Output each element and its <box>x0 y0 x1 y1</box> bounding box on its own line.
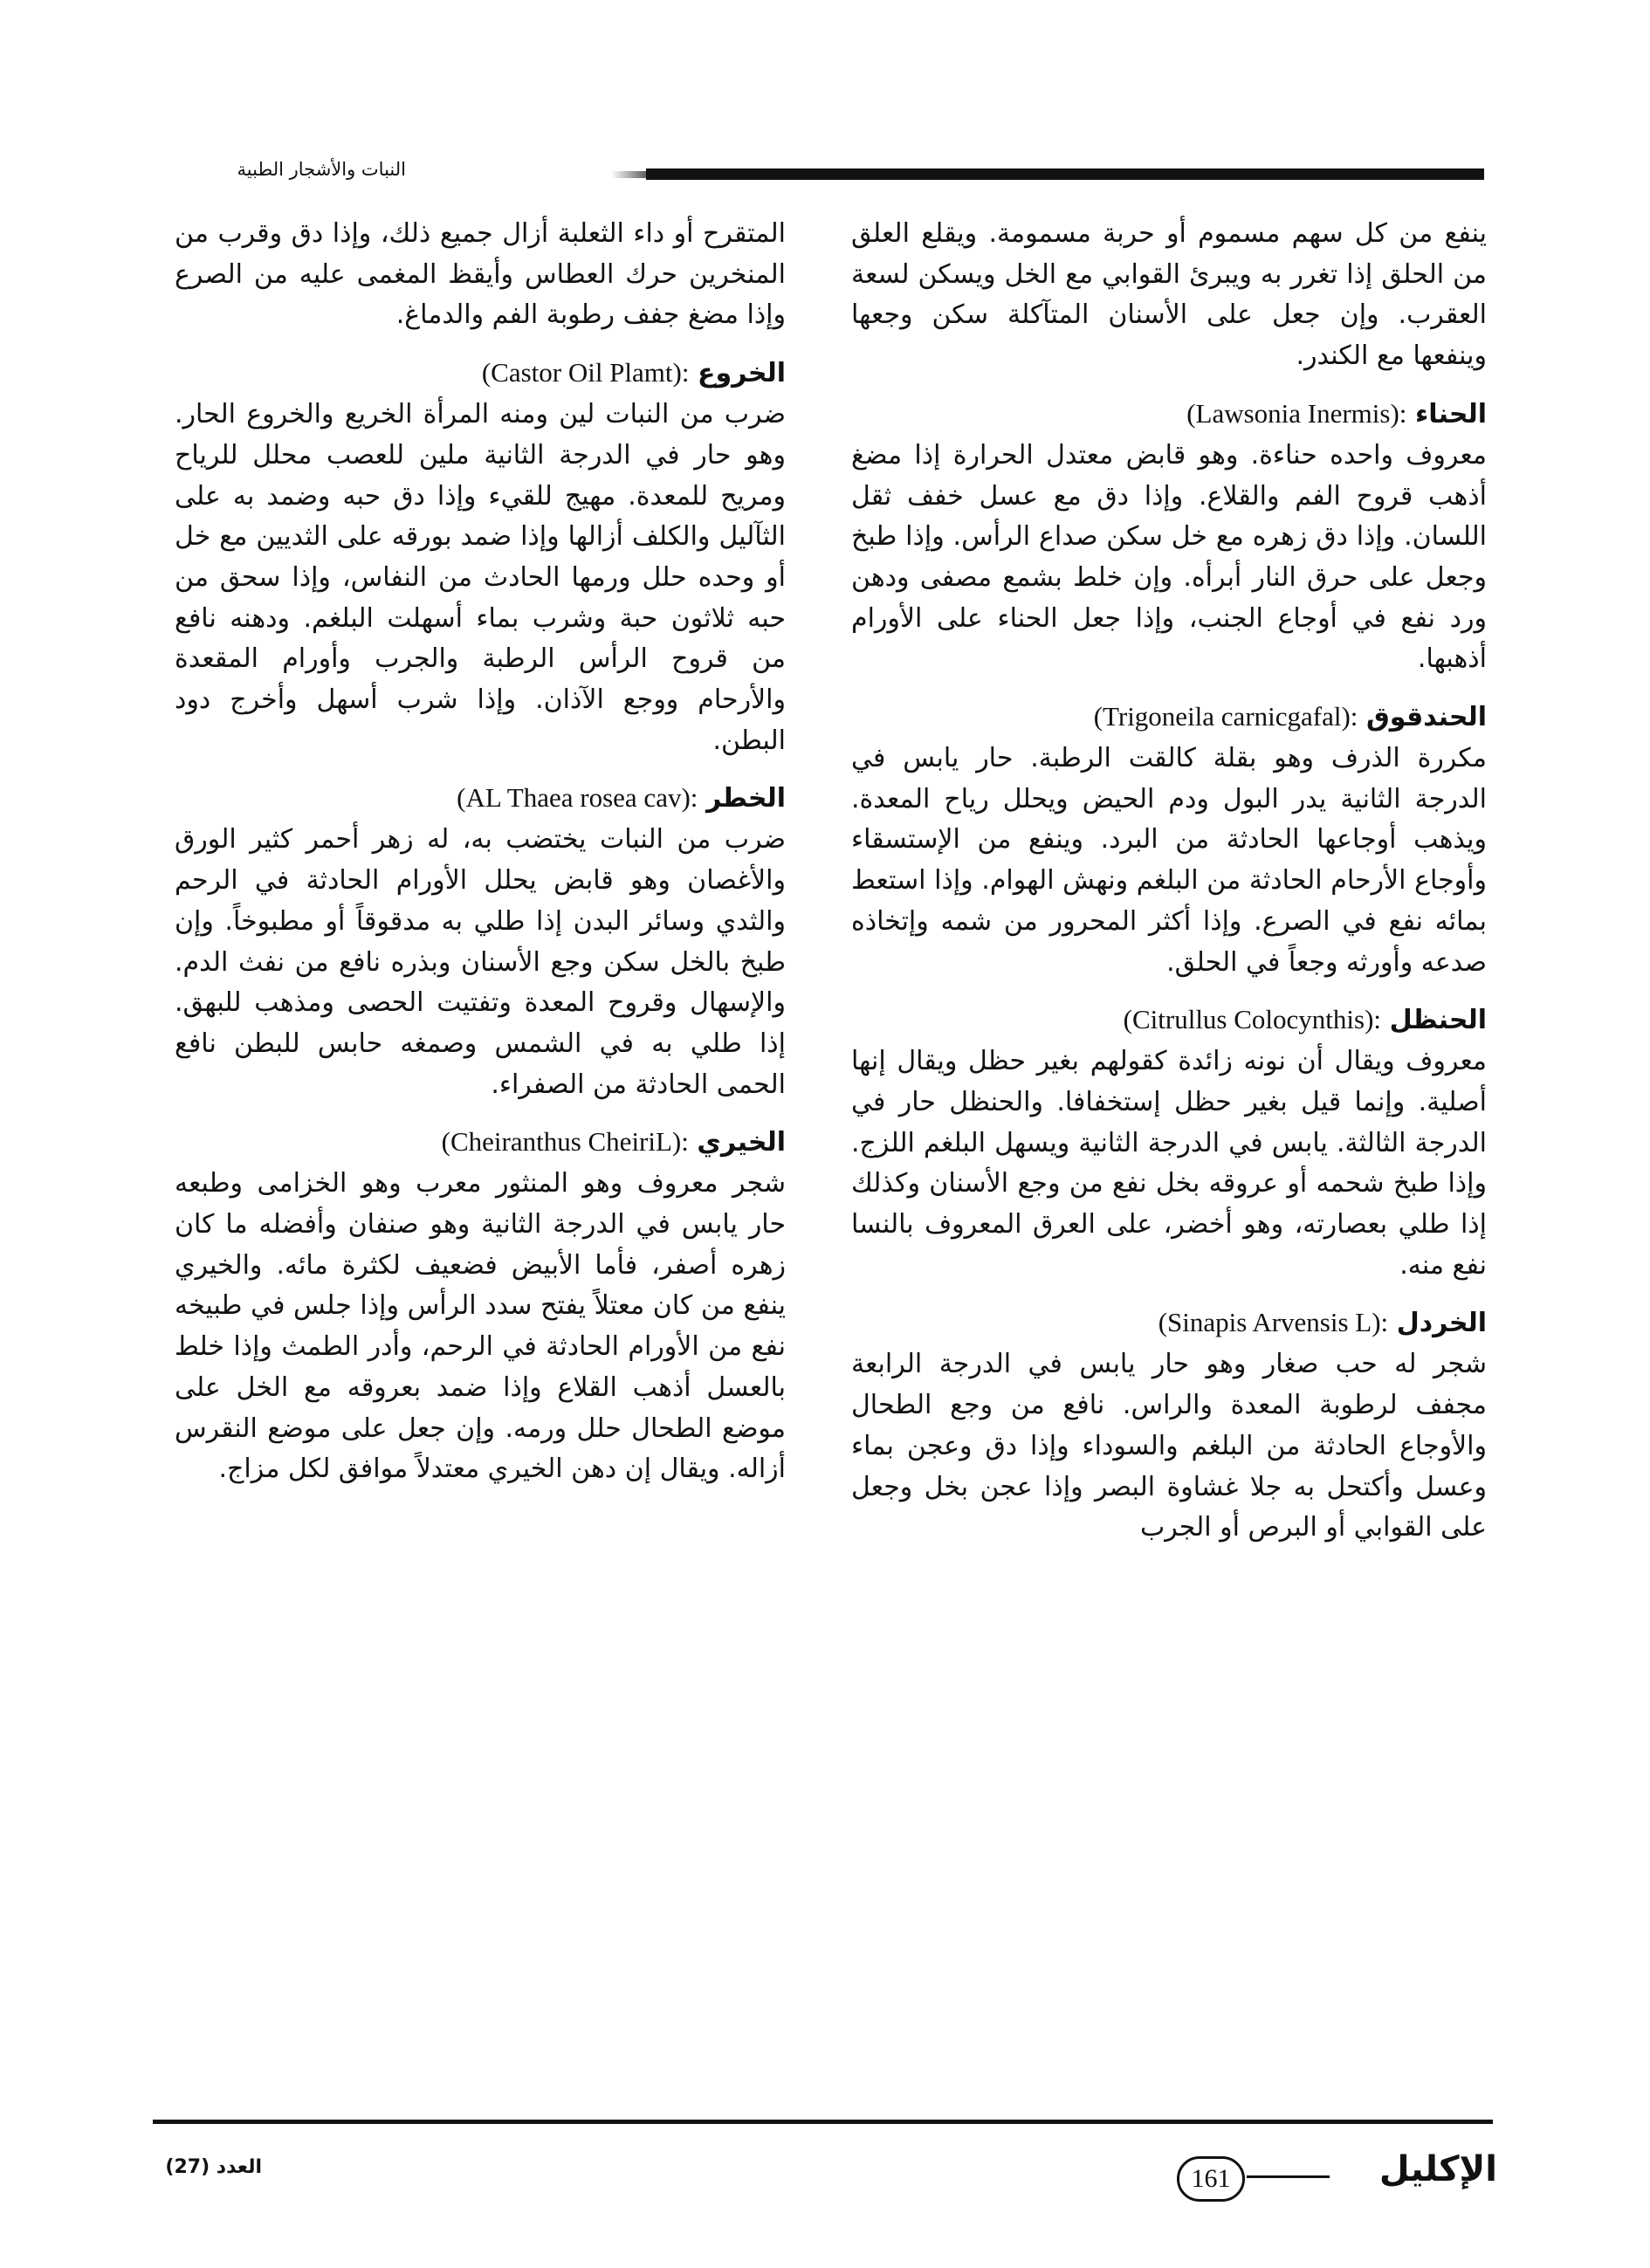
entry-heading <box>175 354 786 393</box>
paragraph: معروف واحده حناءة. وهو قابض معتدل الحرارة إذا مضغ أذهب قروح الفم والقلاع. وإذا دق مع عسل خفف ثقل اللسان. وإذا دق زهره مع خل سكن صداع الرأس. وإذا طبخ وجعل على حرق النار أبرأه. وإن خلط بشمع مصفى ودهن ورد نفع في أوجاع الجنب، وإذا جعل الحناء على الأورام أذهبها. <box>851 439 1487 675</box>
entry-heading <box>851 1000 1487 1040</box>
footer-dash <box>1247 2175 1330 2178</box>
paragraph: شجر معروف وهو المنثور معرب وهو الخزامى وطبعه حار يابس في الدرجة الثانية وهو صنفان وأفضله ما كان زهره أصفر، فأما الأبيض فضعيف لكثرة مائه. والخيري ينفع من كان معتلاً يفتح سدد الرأس وإذا جلس في طبيخه نفع من الأورام الحادثة في الرحم، وأدر الطمث وإذا خلط بالعسل أذهب القلاع وإذا ضمد بعروقه مع الخل على موضع الطحال حلل ورمه. وإن جعل على موضع النقرس أزاله. ويقال إن دهن الخيري معتدلاً موافق لكل مزاج. <box>175 1168 786 1485</box>
entry-heading <box>851 698 1487 737</box>
entry-heading-latin: (Citrullus Colocynthis): <box>1123 1004 1382 1035</box>
paragraph: مكررة الذرف وهو بقلة كالقت الرطبة. حار يابس في الدرجة الثانية يدر البول ودم الحيض ويحلل رياح المعدة. ويذهب أوجاعها الحادثة من البرد. وينفع من الإستسقاء وأوجاع الأرحام الحادثة من البلغم ونهش الهوام. وإذا استعط بمائه نفع في الصرع. وإذا أكثر المحرور من شمه وإتخاذه صدعه وأورثه وجعاً في الحلق. <box>851 743 1487 978</box>
entry-heading-arabic: الحندقوق <box>1365 702 1487 733</box>
entry-heading <box>851 1303 1487 1343</box>
entry-heading <box>175 779 786 818</box>
entry-heading-arabic: الحناء <box>1414 398 1487 430</box>
entry-heading-latin: (Castor Oil Plamt): <box>481 357 690 388</box>
entry-heading <box>175 1123 786 1162</box>
journal-title: الإكليل <box>1378 2149 1497 2189</box>
paragraph: ينفع من كل سهم مسموم أو حربة مسمومة. ويقلع العلق من الحلق إذا تغرر به ويبرئ القوابي مع الخل ويسكن لسعة العقرب. وإن جعل على الأسنان المتآكلة سكن وجعها وينفعها مع الكندر. <box>851 218 1487 372</box>
entry-heading-arabic: الحنظل <box>1389 1005 1487 1036</box>
issue-number: العدد (27) <box>165 2156 262 2178</box>
running-head: النبات والأشجار الطبية <box>237 159 406 180</box>
paragraph: شجر له حب صغار وهو حار يابس في الدرجة الرابعة مجفف لرطوبة المعدة والراس. نافع من وجع الطحال والأوجاع الحادثة من البلغم والسوداء وإذا دق وعجن بماء وعسل وأكتحل به جلا غشاوة البصر وإذا عجن بخل وجعل على القوابي أو البرص أو الجرب <box>851 1349 1487 1543</box>
paragraph: معروف ويقال أن نونه زائدة كقولهم بغير حظل ويقال إنها أصلية. وإنما قيل بغير حظل إستخفافا. والحنظل حار في الدرجة الثالثة. يابس في الدرجة الثانية ويسهل البلغم اللزج. وإذا طبخ شحمه أو عروقه بخل نفع من وجع الأسنان وكذلك إذا طلي بعصارته، وهو أخضر، على العرق المعروف بالنسا نفع منه. <box>851 1046 1487 1281</box>
entry-heading-latin: (Trigoneila carnicgafal): <box>1093 701 1358 732</box>
left-column <box>175 214 786 1490</box>
paragraph: المتقرح أو داء الثعلبة أزال جميع ذلك، وإذا دق وقرب من المنخرين حرك العطاس وأيقظ المغمى عليه من الصرع وإذا مضغ جفف رطوبة الفم والدماغ. <box>175 218 786 331</box>
entry-heading <box>851 395 1487 434</box>
right-column <box>851 214 1487 1549</box>
bottom-rule <box>153 2120 1493 2124</box>
entry-heading-latin: (Lawsonia Inermis): <box>1186 397 1407 429</box>
entry-heading-latin: (Cheiranthus CheiriL): <box>441 1126 689 1158</box>
entry-heading-latin: (Sinapis Arvensis L): <box>1158 1307 1389 1338</box>
top-rule <box>646 168 1484 180</box>
page-number: 161 <box>1177 2156 1245 2202</box>
paragraph: ضرب من النبات لين ومنه المرأة الخريع والخروع الحار. وهو حار في الدرجة الثانية ملين للعصب محلل للرياح ومريح للمعدة. مهيج للقيء وإذا دق حبه وضمد به على الثآليل والكلف أزالها وإذا ضمد بورقه على الثديين مع خل أو وحده حلل ورمها الحادث من النفاس، وإذا سحق من حبه ثلاثون حبة وشرب بماء أسهلت البلغم. ودهنه نافع من قروح الرأس الرطبة والجرب وأورام المقعدة والأرحام ووجع الآذان. وإذا شرب أسهل وأخرج دود البطن. <box>175 399 786 756</box>
entry-heading-arabic: الخيري <box>697 1127 786 1158</box>
entry-heading-latin: (AL Thaea rosea cav): <box>457 782 698 814</box>
entry-heading-arabic: الخروع <box>698 358 786 389</box>
paragraph: ضرب من النبات يختضب به، له زهر أحمر كثير الورق والأغصان وهو قابض يحلل الأورام الحادثة في الرحم والثدي وسائر البدن إذا طلي به مدقوقاً أو مطبوخاً. وإن طبخ بالخل سكن وجع الأسنان وبذره نافع من نفث الدم. والإسهال وقروح المعدة وتفتيت الحصى ومذهب للبهق. إذا طلي به في الشمس وصمغه حابس للبطن نافع الحمى الحادثة من الصفراء. <box>175 824 786 1100</box>
entry-heading-arabic: الخردل <box>1396 1308 1487 1339</box>
entry-heading-arabic: الخطر <box>705 783 786 814</box>
